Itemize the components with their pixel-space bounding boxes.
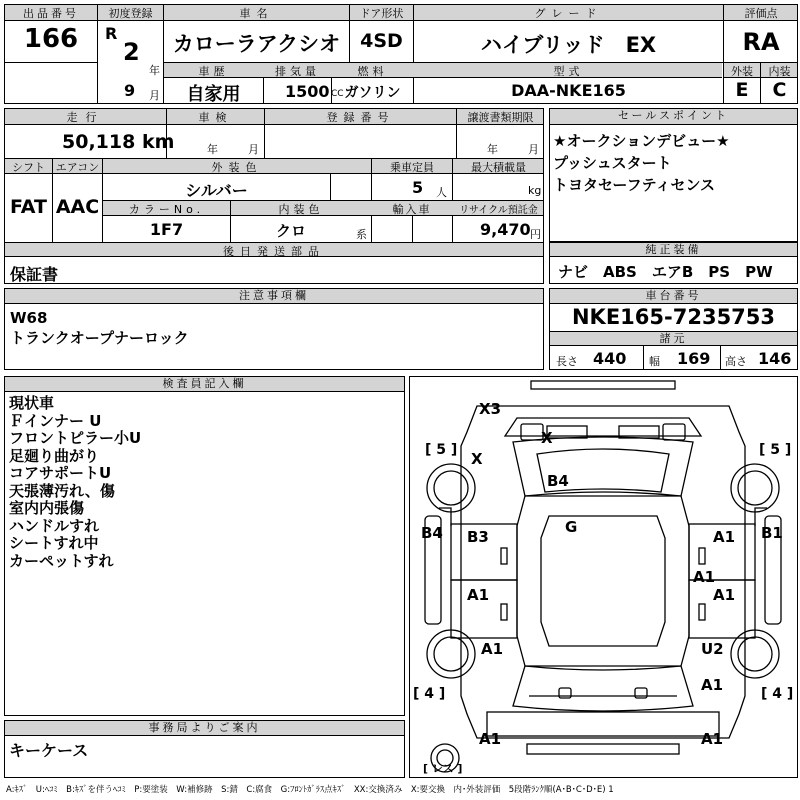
damage-mark: A1 bbox=[701, 730, 724, 748]
sales-points bbox=[553, 130, 730, 196]
mileage: 50,118 bbox=[62, 131, 136, 153]
later-parts-box bbox=[4, 256, 544, 284]
label-score: 評価点 bbox=[744, 7, 778, 20]
capacity: 5 bbox=[412, 178, 424, 197]
door-type: 4SD bbox=[360, 30, 403, 52]
car-diagram bbox=[409, 376, 798, 778]
notes: W68 トランクオープナーロック bbox=[10, 309, 189, 347]
aircon: AAC bbox=[55, 196, 100, 218]
label-first-reg: 初度登録 bbox=[108, 7, 153, 20]
tire-spare: [ レス ] bbox=[423, 762, 463, 775]
damage-mark: A1 bbox=[701, 676, 724, 694]
label-grade: グレード bbox=[534, 7, 603, 20]
damage-mark: X3 bbox=[479, 400, 502, 418]
office-notes: キーケース bbox=[9, 741, 89, 760]
lot-number: 166 bbox=[23, 24, 79, 54]
model-code: DAA-NKE165 bbox=[511, 81, 626, 100]
sales-point: ★オークションデビュー★ bbox=[553, 132, 730, 150]
damage-mark: A1 bbox=[467, 586, 490, 604]
shift: FAT bbox=[10, 196, 47, 218]
exterior-grade: E bbox=[735, 79, 749, 101]
grade: ハイブリッド EX bbox=[480, 33, 657, 57]
sales-point: プッシュスタート bbox=[553, 154, 672, 172]
reg-month: 9 bbox=[124, 81, 136, 100]
label-lot-no: 出品番号 bbox=[23, 7, 79, 20]
interior-grade: C bbox=[772, 79, 787, 101]
damage-mark: A1 bbox=[713, 528, 736, 546]
damage-mark: B4 bbox=[547, 472, 569, 490]
damage-mark: B4 bbox=[421, 524, 443, 542]
era: R bbox=[105, 24, 118, 43]
chassis-number: NKE165-7235753 bbox=[571, 305, 776, 329]
color-number: 1F7 bbox=[149, 220, 184, 239]
damage-mark: A1 bbox=[693, 568, 716, 586]
reg-year: 2 bbox=[123, 38, 140, 66]
tire-fl: [ 5 ] bbox=[425, 442, 458, 458]
damage-mark: A1 bbox=[713, 586, 736, 604]
label-door: ドア形状 bbox=[359, 7, 404, 20]
damage-mark: B3 bbox=[467, 528, 489, 546]
tire-rr: [ 4 ] bbox=[761, 686, 794, 702]
later-parts: 保証書 bbox=[10, 265, 59, 284]
tire-rl: [ 4 ] bbox=[413, 686, 446, 702]
damage-mark: G bbox=[565, 518, 578, 536]
interior-color: クロ bbox=[275, 222, 306, 240]
tire-fr: [ 5 ] bbox=[759, 442, 792, 458]
damage-mark: U2 bbox=[701, 640, 724, 658]
exterior-color: シルバー bbox=[185, 181, 248, 200]
genuine-equipment: ナビ ABS エアB PS PW bbox=[558, 263, 773, 281]
damage-mark: A1 bbox=[481, 640, 504, 658]
displacement: 1500 bbox=[285, 82, 330, 101]
recycle-fee: 9,470 bbox=[480, 220, 531, 239]
height: 146 bbox=[758, 349, 792, 368]
inspector-notes: 現状車 Ｆインナー U フロントピラー小U 足廻り曲がり コアサポートU 天張薄汚れ、傷 室内内張傷 ハンドルすれ シートすれ中 カーペットすれ bbox=[9, 394, 142, 570]
damage-mark: B1 bbox=[761, 524, 783, 542]
score: RA bbox=[742, 28, 780, 56]
damage-mark: A1 bbox=[479, 730, 502, 748]
car-name: カローラアクシオ bbox=[172, 32, 341, 56]
fuel: ガソリン bbox=[344, 85, 401, 101]
sales-point: トヨタセーフティセンス bbox=[553, 176, 716, 194]
legend: A:ｷｽﾞ U:ﾍｺﾐ B:ｷｽﾞを伴うﾍｺﾐ P:要塗装 W:補修跡 S:錆 C:腐食 G:ﾌﾛﾝﾄｶﾞﾗｽ点ｷｽﾞ XX:交換済み X:要交換 内･外装評価 5段階ﾗﾝｸ順(A･B･C･D･E) 1 bbox=[6, 785, 614, 795]
damage-mark: X bbox=[471, 450, 483, 468]
label-car-name: 車名 bbox=[239, 7, 274, 20]
car-history: 自家用 bbox=[186, 84, 241, 105]
length: 440 bbox=[593, 349, 627, 368]
damage-mark: X bbox=[541, 429, 553, 447]
width: 169 bbox=[677, 349, 711, 368]
